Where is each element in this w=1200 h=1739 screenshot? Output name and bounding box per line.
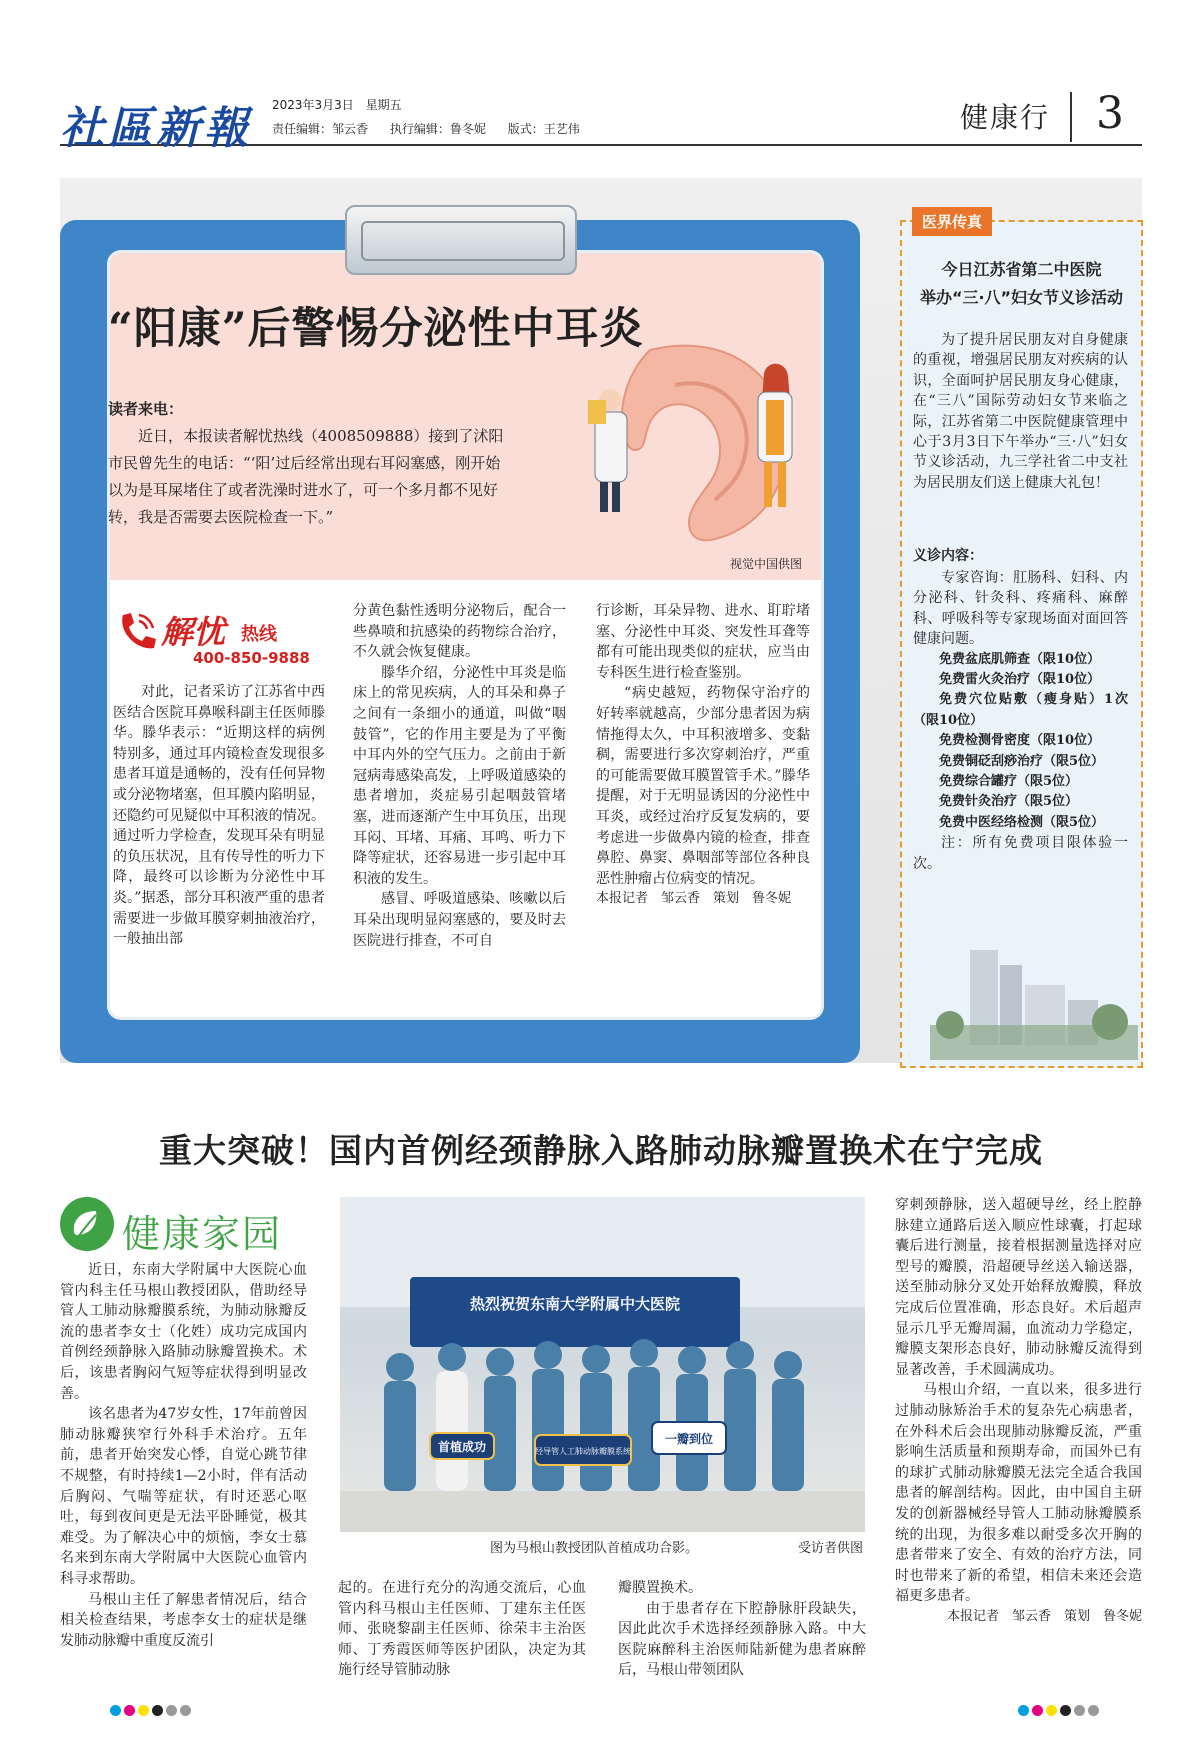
color-dot	[152, 1705, 163, 1716]
leaf-icon	[60, 1197, 114, 1251]
photo-sign: 一瓣到位	[664, 1432, 714, 1446]
editor-credits	[272, 120, 598, 137]
article2-headline: 重大突破！国内首例经颈静脉入路肺动脉瓣置换术在宁完成	[159, 1131, 1043, 1170]
issue-weekday: 星期五	[365, 98, 402, 112]
article2-column-1	[60, 1260, 307, 1651]
paragraph: 分黄色黏性透明分泌物后，配合一些鼻喷和抗感染的药物综合治疗，不久就会恢复健康。	[353, 603, 566, 661]
color-dot	[180, 1705, 191, 1716]
team-photo	[340, 1197, 865, 1532]
banner-text: 热烈祝贺东南大学附属中大医院	[469, 1295, 681, 1313]
hotline-subtitle: 热线	[241, 624, 277, 645]
article2-byline: 本报记者 邹云香 策划 鲁冬妮	[946, 1608, 1142, 1624]
hotline-logo	[113, 607, 323, 669]
free-item: 免费针灸治疗（限5位）	[939, 794, 1079, 810]
issue-date: 2023年3月3日	[272, 98, 354, 112]
paragraph: 穿刺颈静脉，送入超硬导丝，经上腔静脉建立通路后送入顺应性球囊，打起球囊后进行测量，接着根据测量选择对应型号的瓣膜，沿超硬导丝送入输送器，送至肺动脉分叉处开始释放瓣膜，释放完成后位置准确，形态良好。术后超声显示几乎无瓣周漏，血流动力学稳定，瓣膜支架形态良好，肺动脉瓣反流得到显著改善，手术圆满成功。	[895, 1197, 1142, 1378]
health-home-title: 健康家园	[122, 1212, 283, 1256]
executive-editor: 执行编辑：鲁冬妮	[389, 122, 486, 136]
reader-call-text: 近日，本报读者解忧热线（4008509888）接到了沭阳市民曾先生的电话：“‘阳’过后经常出现右耳闷塞感，刚开始以为是耳屎堵住了或者洗澡时进水了，可一个多月都不见好转，我是否需要去医院检查一下。”	[108, 427, 504, 526]
color-dot	[110, 1705, 121, 1716]
sidebar-list	[913, 568, 1128, 874]
newspaper-logo: 社區新報	[60, 103, 252, 154]
color-dot	[124, 1705, 135, 1716]
photo-sign: 首植成功	[437, 1440, 487, 1454]
color-dot	[1060, 1705, 1071, 1716]
color-dot	[1074, 1705, 1085, 1716]
paragraph: 马根山介绍，一直以来，很多进行过肺动脉矫治手术的复杂先心病患者，在外科术后会出现肺动脉瓣反流，严重影响生活质量和预期寿命，而国外已有的球扩式肺动脉瓣膜无法完全适合我国患者的解剖结构。因此，由中国自主研发的创新器械经导管人工肺动脉瓣膜系统的出现，为很多难以耐受多次开胸的患者带来了安全、有效的治疗方法，同时也带来了新的希望，相信未来还会造福更多患者。	[895, 1382, 1142, 1605]
free-item: 免费盆底肌筛查（限10位）	[939, 651, 1101, 667]
paragraph: 瓣膜置换术。	[618, 1580, 702, 1596]
hospital-building-image	[930, 930, 1138, 1060]
color-dot	[1032, 1705, 1043, 1716]
color-dot	[166, 1705, 177, 1716]
paragraph: 马根山主任了解患者情况后，结合相关检查结果，考虑李女士的症状是继发肺动脉瓣中重度反流引	[60, 1591, 307, 1649]
color-dot	[1018, 1705, 1029, 1716]
section-name: 健康行	[959, 101, 1050, 134]
reader-call-label: 读者来电：	[108, 400, 184, 418]
free-item: 免费雷火灸治疗（限10位）	[939, 672, 1101, 688]
free-item: 免费中医经络检测（限5位）	[939, 814, 1105, 830]
paragraph: 感冒、呼吸道感染、咳嗽以后耳朵出现明显闷塞感的，要及时去医院进行排查，不可自	[353, 891, 566, 949]
color-dot	[1046, 1705, 1057, 1716]
date-line	[272, 96, 410, 113]
sidebar-intro: 为了提升居民朋友对自身健康的重视，增强居民朋友对疾病的认识，全面呵护居民朋友身心健康，在“三八”国际劳动妇女节来临之际，江苏省第二中医院健康管理中心于3月3日下午举办“三·八”妇女节义诊活动，九三学社省二中支社为居民朋友们送上健康大礼包！	[913, 332, 1128, 491]
free-item: 免费穴位贴敷（瘦身贴）1次（限10位）	[913, 692, 1128, 728]
article2-column-4	[895, 1195, 1142, 1627]
editor-in-charge: 责任编辑：邹云香	[272, 122, 369, 136]
feature-column-1	[113, 682, 325, 950]
paragraph: 由于患者存在下腔静脉肝段缺失，因此此次手术选择经颈静脉入路。中大医院麻醉科主治医师陆新健为患者麻醉后，马根山带领团队	[618, 1600, 866, 1679]
feature-byline: 本报记者 邹云香 策划 鲁冬妮	[596, 891, 792, 907]
sidebar-title	[905, 256, 1138, 312]
paragraph: “病史越短，药物保守治疗的好转率就越高，少部分患者因为病情拖得太久，中耳积液增多、变黏稠，需要进行多次穿刺治疗，严重的可能需要做耳膜置管手术。”滕华提醒，对于无明显诱因的分泌性中耳炎，或经过治疗反复发病的，要考虑进一步做鼻内镜的检查，排查鼻腔、鼻窦、鼻咽部等部位各种良恶性肿瘤占位病变的情况。	[596, 685, 810, 887]
team-photo-illustration	[340, 1197, 865, 1532]
clipboard-clip-icon	[345, 205, 577, 275]
feature-column-3	[596, 601, 810, 910]
color-dot	[138, 1705, 149, 1716]
hotline-number: 400-850-9888	[193, 649, 310, 667]
feature-photo-credit: 视觉中国供图	[730, 557, 803, 571]
paragraph: 起的。在进行充分的沟通交流后，心血管内科马根山主任医师、丁建东主任医师、张晓黎副主任医师、徐荣丰主治医师、丁秀霞医师等医护团队，决定为其施行经导管肺动脉	[338, 1580, 586, 1679]
hotline-title: 解忧	[161, 613, 226, 651]
feature-column-2	[353, 601, 566, 951]
layout-editor: 版式：王艺伟	[507, 122, 580, 136]
sidebar-note: 注：所有免费项目限体验一次。	[913, 835, 1128, 872]
photo-source: 受访者供图	[797, 1541, 863, 1556]
feature-headline: “阳康”后警惕分泌性中耳炎	[108, 304, 644, 354]
free-item: 免费铜砭刮痧治疗（限5位）	[939, 753, 1105, 769]
paragraph: 滕华介绍，分泌性中耳炎是临床上的常见疾病，人的耳朵和鼻子之间有一条细小的通道，叫做“咽鼓管”，它的作用主要是为了平衡中耳内外的空气压力。之前由于新冠病毒感染高发，上呼吸道感染的患者增加，炎症易引起咽鼓管堵塞，进而逐渐产生中耳负压，出现耳闷、耳堵、耳痛、耳鸣、听力下降等症状，还容易进一步引起中耳积液的发生。	[353, 664, 566, 887]
paragraph: 对此，记者采访了江苏省中西医结合医院耳鼻喉科副主任医师滕华。滕华表示：“近期这样的病例特别多，通过耳内镜检查发现很多患者耳道是通畅的，没有任何异物或分泌物堵塞，但耳膜内陷明显，还隐约可见疑似中耳积液的情况。通过听力学检查，发现耳朵有明显的负压状况，且有传导性的听力下降，最终可以诊断为分泌性中耳炎。”据悉，部分耳积液严重的患者需要进一步做耳膜穿刺抽液治疗，一般抽出部	[113, 684, 325, 948]
sidebar-consult: 专家咨询：肛肠科、妇科、内分泌科、针灸科、疼痛科、麻醉科、呼吸科等专家现场面对面回答健康问题。	[913, 570, 1128, 648]
photo-caption: 图为马根山教授团队首植成功合影。	[490, 1541, 699, 1556]
print-color-marks	[110, 1705, 191, 1716]
paragraph: 该名患者为47岁女性，17年前曾因肺动脉瓣狭窄行外科手术治疗。五年前，患者开始突发心悸，自觉心跳节律不规整，有时持续1—2小时，伴有活动后胸闷、气喘等症状，有时还恶心呕吐，每到夜间更是无法平卧睡觉，极其难受。为了解决心中的烦恼，李女士慕名来到东南大学附属中大医院心血管内科寻求帮助。	[60, 1406, 307, 1587]
article2-column-3	[618, 1578, 866, 1681]
sidebar-tag: 医界传真	[912, 207, 992, 236]
masthead	[60, 88, 1142, 154]
sidebar-title-line: 今日江苏省第二中医院	[941, 260, 1102, 279]
color-dot	[1088, 1705, 1099, 1716]
page-number: 3	[1096, 88, 1124, 139]
free-item: 免费检测骨密度（限10位）	[939, 733, 1101, 749]
masthead-divider	[1070, 92, 1072, 142]
health-home-logo	[60, 1197, 300, 1256]
print-color-marks	[1018, 1705, 1099, 1716]
sidebar-label: 义诊内容：	[913, 548, 983, 564]
photo-sign: 经导管人工肺动脉瓣膜系统	[535, 1447, 631, 1456]
ear-doctors-illustration	[580, 340, 815, 555]
free-item: 免费综合罐疗（限5位）	[939, 774, 1079, 790]
phone-icon	[113, 609, 159, 655]
sidebar-title-line: 举办“三·八”妇女节义诊活动	[919, 288, 1124, 307]
paragraph: 近日，东南大学附属中大医院心血管内科主任马根山教授团队，借助经导管人工肺动脉瓣膜系统，为肺动脉瓣反流的患者李女士（化姓）成功完成国内首例经颈静脉入路肺动脉瓣置换术。术后，该患者胸闷气短等症状得到明显改善。	[60, 1262, 307, 1402]
paragraph: 行诊断，耳朵异物、进水、耵聍堵塞、分泌性中耳炎、突发性耳聋等都有可能出现类似的症状，应当由专科医生进行检查鉴别。	[596, 603, 810, 681]
article2-column-2	[338, 1578, 586, 1681]
